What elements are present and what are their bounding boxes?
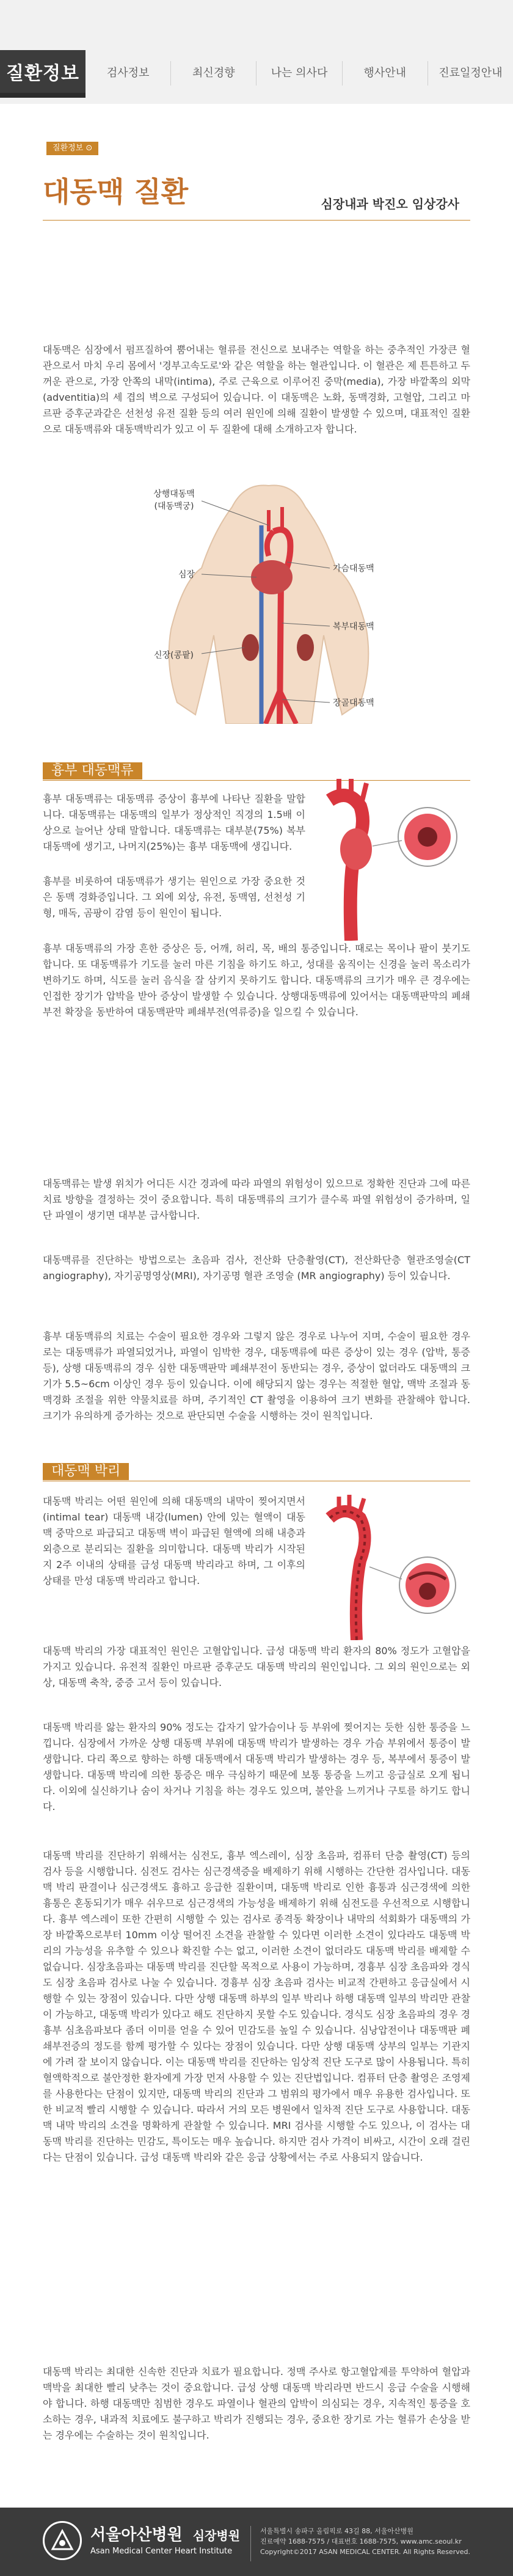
label-heart: 심장 [178, 570, 195, 580]
label-aortic-arch: 상행대동맥 (대동맥궁) [153, 489, 195, 511]
s1-paragraph-4: 대동맥류는 발생 위치가 어디든 시간 경과에 따라 파열의 위험성이 있으므로 정확한 진단과 그에 따른 치료 방향을 결정하는 것이 중요합니다. 특히 대동맥류의 크기가 클수록 파열 위험성이 증가하며, 일단 파열이 생기면 대부분 급사합니다. [43, 1178, 470, 1221]
section-title: 대동맥 박리 [43, 1463, 129, 1480]
footer-divider [250, 2526, 251, 2561]
nav-item-schedule[interactable]: 진료일정안내 [428, 61, 513, 86]
s2-paragraph-2: 대동맥 박리의 가장 대표적인 원인은 고혈압입니다. 급성 대동맥 박리 환자의 80% 정도가 고혈압을 가지고 있습니다. 유전적 질환인 마르판 증후군도 대동맥 박리의 원인입니다. 그 외의 원인으로는 외상, 대동맥 축착, 중증 고서 등이 있습니다. [43, 1645, 470, 1688]
footer-english-name: Asan Medical Center Heart Institute [90, 2547, 233, 2556]
s1-paragraph-3: 흉부 대동맥류의 가장 흔한 증상은 등, 어깨, 허리, 목, 배의 통증입니다. 때로는 목이나 팔이 붓기도 합니다. 또 대동맥류가 기도를 눌러 마른 기침을 하기도 하고, 성대를 움직이는 신경을 눌러 목소리가 변하기도 하며, 식도를 눌러 음식을 잘 삼키지 못하기도 합니다. 대동맥류의 크기가 매우 큰 경우에는 인접한 장기가 압박을 받아 증상이 발생할 수 있습니다. 상행대동맥류에 있어서는 대동맥판막의 폐쇄부전 확장을 동반하여 대동맥판막 폐쇄부전(역류증)을 일으킬 수 있습니다. [43, 943, 470, 1018]
section-aortic-dissection-header [43, 1461, 470, 1480]
s2-paragraph-4: 대동맥 박리를 진단하기 위해서는 심전도, 흉부 엑스레이, 심장 초음파, 컴퓨터 단층 촬영(CT) 등의 검사 등을 시행합니다. 심전도 검사는 심근경색증을 배제하기 위해 시행하는 간단한 검사입니다. 대동맥 박리 판결이나 심근경색도 흉하고 응급한 질환이며, 대동맥 박리로 인한 흉통과 심근경색에 의한 흉통은 혼동되기가 매우 쉬우므로 심근경색의 가능성을 배제하기 위해 심전도를 우선적으로 시행합니다. 흉부 엑스레이 또한 간편히 시행할 수 있는 검사로 종격동 확장이나 내막의 석회화가 대동맥의 가장 바깥쪽으로부터 10mm 이상 떨어진 소견을 관찰할 수 있다면 이러한 소견이 있다라도 대동맥 박리의 가능성을 유추할 수 있으나 확진할 수는 없고, 이러한 소견이 없더라도 대동맥 박리를 배제할 수 없습니다. 심장초음파는 대동맥 박리를 진단할 목적으로 사용이 가능하며, 경흉부 심장 초음파와 경식도 심장 초음파 검사로 나눌 수 있습니다. 경흉부 심장 초음파 검사는 비교적 간편하고 응급실에서 시행할 수 있는 장점이 있습니다. 다만 상행 대동맥 하부의 일부 박리나 하행 대동맥 일부의 박리만 관찰이 가능하고, 대동맥 박리가 있다고 해도 진단하지 못할 수도 있습니다. 경식도 심장 초음파의 경우 경흉부 심초음파보다 좀더 이미를 얻을 수 있어 민감도를 높일 수 있습니다. 심낭압전이나 대동맥판 폐쇄부전증의 정도를 함께 평가할 수 있다는 장점이 있습니다. 다만 상행 대동맥 상부의 일부는 기관지에 가려 잘 보이지 않습니다. 이는 대동맥 박리를 진단하는 임상적 진단 도구로 많이 사용됩니다. 특히 혈액학적으로 불안정한 환자에게 가장 먼저 사용할 수 있는 진단법입니다. 컴퓨터 단층 촬영은 조영제를 사용한다는 단점이 있지만, 대동맥 박리의 진단과 그 범위의 평가에서 매우 유용한 검사입니다. 또한 비교적 빨리 시행할 수 있습니다. 따라서 거의 모든 병원에서 일차적 진단 도구로 사용합니다. 대동맥 내막 박리의 소견을 명확하게 관찰할 수 있습니다. MRI 검사를 시행할 수도 있으나, 이 검사는 대동맥 박리를 진단하는 민감도, 특이도는 매우 높습니다. 하지만 검사 가격이 비싸고, 시간이 오래 걸린다는 단점이 있습니다. 급성 대동맥 박리와 같은 응급 상황에서는 주로 사용되지 않습니다. [43, 1850, 471, 2163]
nav-item-events[interactable]: 행사안내 [342, 61, 428, 86]
footer [0, 2508, 513, 2576]
s2-paragraph-3: 대동맥 박리를 앓는 환자의 90% 정도는 갑자기 앞가슴이나 등 부위에 찢어지는 듯한 심한 통증을 느낍니다. 심장에서 가까운 상행 대동맥 부위에 대동맥 박리가 발생하는 경우 가슴 부위에서 통증이 발생합니다. 다리 쪽으로 향하는 하행 대동맥에서 대동맥 박리가 발생하는 경우 등, 복부에서 통증이 발생합니다. 대동맥 박리에 의한 통증은 매우 극심하기 때문에 보통 통증을 느끼고 응급실로 오게 됩니다. 이외에 실신하기나 숨이 차거나 기침을 하는 경우도 있으며, 불안을 느끼거나 구토를 하기도 합니다. [43, 1721, 470, 1812]
title-divider [43, 220, 470, 221]
label-abdominal-aorta: 복부대동맥 [333, 622, 374, 632]
nav-item-exam[interactable]: 검사정보 [106, 67, 150, 79]
s2-paragraph-5: 대동맥 박리는 최대한 신속한 진단과 치료가 필요합니다. 정맥 주사로 항고혈압제를 투약하여 혈압과 맥박을 최대한 빨리 낮추는 것이 중요합니다. 급성 상행 대동맥 박리라면 반드시 응급 수술을 시행해야 합니다. 하행 대동맥만 침범한 경우도 파열이나 혈관의 압박이 의심되는 경우, 지속적인 통증을 호소하는 경우, 내과적 치료에도 불구하고 박리가 진행되는 경우, 중요한 장기로 가는 혈류가 손상을 받는 경우에는 수술하는 것이 원칙입니다. [43, 2366, 470, 2441]
intro-paragraph: 대동맥은 심장에서 펌프질하여 뿜어내는 혈류를 전신으로 보내주는 역할을 하는 중추적인 가장큰 혈관으로서 마치 우리 몸에서 '경부고속도로'와 같은 역할을 하는 혈관입니다. 이 혈관은 제 튼튼하고 두꺼운 관으로, 가장 안쪽의 내막(intima), 주로 근육으로 이루어진 중막(media), 가장 바깥쪽의 외막(adventitia)의 세 겹의 벽으로 구성되어 있습니다. 이 대동맥은 노화, 동맥경화, 고혈압, 그리고 마르판 증후군과같은 선천성 유전 질환 등의 여러 원인에 의해 질환이 발생할 수 있으며, 대표적인 질환으로 대동맥류와 대동맥박리가 있고 이 두 질환에 대해 소개하고자 합니다. [43, 344, 470, 435]
section-title: 흉부 대동맥류 [43, 762, 142, 779]
nav-item-trends[interactable]: 최신경향 [170, 61, 256, 86]
s1-paragraph-6: 흉부 대동맥류의 치료는 수술이 필요한 경우와 그렇지 않은 경우로 나누어 지며, 수술이 필요한 경우로는 대동맥류가 파열되었거나, 파열이 임박한 경우, 대동맥류에 따른 증상이 있는 경우 (압박, 통증 등), 상행 대동맥류의 경우 심한 대동맥판막 폐쇄부전이 동반되는 경우, 증상이 없더라도 대동맥의 크기가 5.5~6cm 이상인 경우 등이 있습니다. 이에 해당되지 않는 경우는 적절한 혈압, 맥박 조절과 동맥경화 조절을 위한 약물치료를 하며, 주기적인 CT 촬영을 이용하여 크기 변화를 관찰해야 합니다. 크기가 유의하게 증가하는 것으로 판단되면 수술을 시행하는 것이 원칙입니다. [43, 1330, 470, 1421]
category-tag: 질환정보 ⊙ [46, 142, 98, 155]
thoracic-aneurysm-illustration [305, 776, 470, 941]
s2-paragraph-1: 대동맥 박리는 어떤 원인에 의해 대동맥의 내막이 찢어지면서(intimal tear) 대동맥 내강(lumen) 안에 있는 혈액이 대동맥 중막으로 파급되고 대동맥 벽이 파급된 혈액에 의해 내층과 외층으로 분리되는 질환을 의미합니다. 대동맥 박리가 시작된 지 2주 이내의 상태를 급성 대동맥 박리라고 하며, 그 이후의 상태를 만성 대동맥 박리라고 합니다. [43, 1495, 305, 1586]
s1-paragraph-1: 흉부 대동맥류는 대동맥류 증상이 흉부에 나타난 질환을 말합니다. 대동맥류는 대동맥의 일부가 정상적인 직경의 1.5배 이상으로 늘어난 상태 말합니다. 대동맥류는 대부분(75%) 복부 대동맥에 생기고, 나머지(25%)는 흉부 대동맥에 생깁니다. [43, 793, 305, 852]
author: 심장내과 박진오 임상강사 [321, 197, 459, 211]
footer-name-main: 서울아산병원 [90, 2526, 183, 2544]
label-thoracic-aorta: 가슴대동맥 [333, 564, 374, 574]
brand-tab[interactable]: 질환정보 [0, 50, 86, 93]
top-nav [86, 61, 513, 86]
hospital-logo-icon [43, 2521, 82, 2560]
top-header [0, 0, 513, 104]
page-title: 대동맥 질환 [43, 175, 189, 208]
aorta-anatomy-diagram [122, 483, 391, 724]
s1-paragraph-5: 대동맥류를 진단하는 방법으로는 초음파 검사, 전산화 단층촬영(CT), 전산화단층 혈관조영술(CT angiography), 자기공명영상(MRI), 자기공명 혈관 조영술 (MR angiography) 등이 있습니다. [43, 1254, 470, 1282]
label-iliac-aorta: 장골대동맥 [333, 698, 374, 708]
footer-name-sub: 심장병원 [192, 2528, 241, 2543]
s1-paragraph-2: 흉부를 비롯하여 대동맥류가 생기는 원인으로 가장 중요한 것은 동맥 경화증입니다. 그 외에 외상, 유전, 동맥염, 선천성 기형, 매독, 곰팡이 감염 등이 원인이 됩니다. [43, 875, 305, 919]
footer-hospital-name [90, 2522, 240, 2545]
brand-underline [0, 93, 86, 98]
footer-contact-info: 서울특별시 송파구 올림픽로 43길 88, 서울아산병원 진료예약 1688-7575 / 대표번호 1688-7575, www.amc.seoul.kr Copyright©2017 ASAN MEDICAL CENTER. All Rights Reserved. [260, 2527, 470, 2556]
nav-item-doctor[interactable]: 나는 의사다 [256, 61, 341, 86]
aortic-dissection-illustration [311, 1494, 470, 1640]
label-kidney: 신장(콩팥) [154, 651, 194, 660]
body-silhouette-illustration [122, 483, 391, 724]
